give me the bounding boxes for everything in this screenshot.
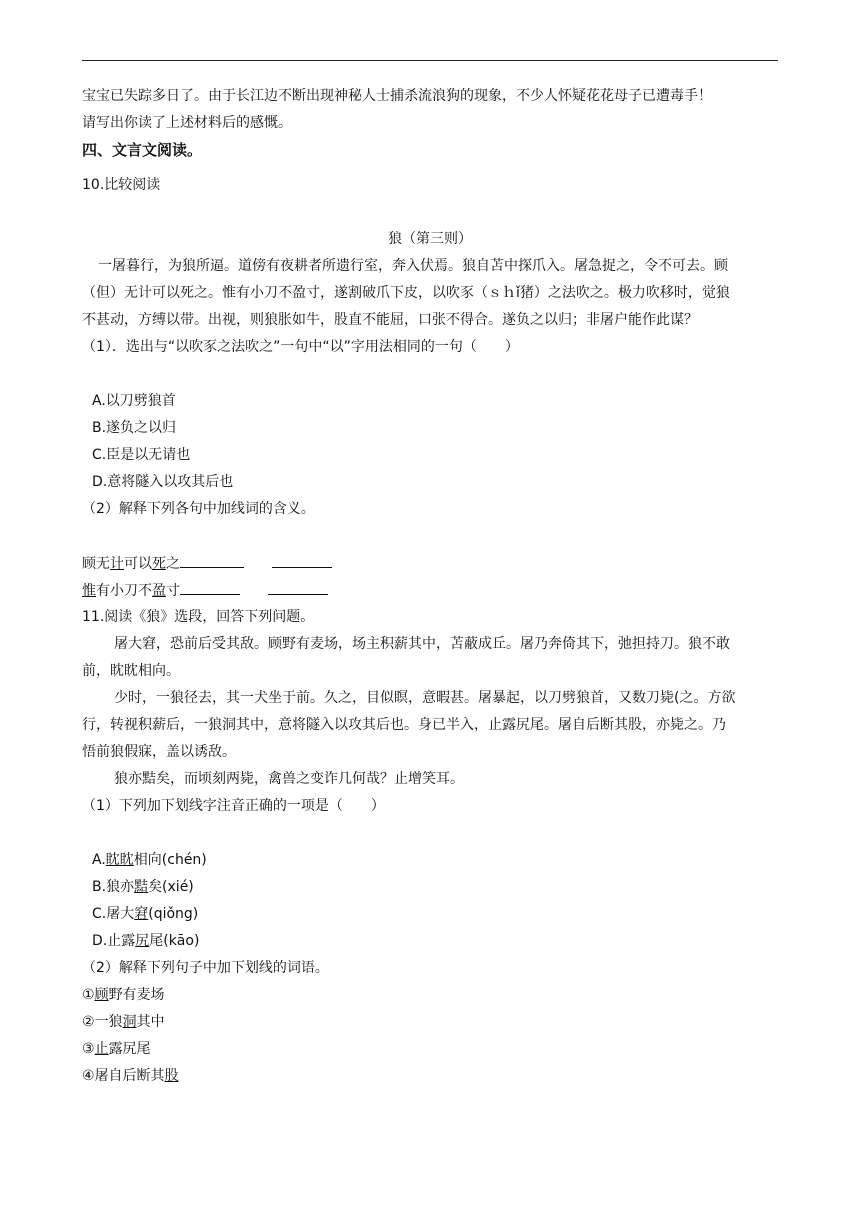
sentence-1: 顾无计可以死之 (82, 553, 332, 574)
underlined-word: 计 (110, 556, 124, 572)
question-10-title: 10.比较阅读 (82, 177, 161, 193)
question-11-title: 11.阅读《狼》选段，回答下列问题。 (82, 609, 315, 625)
paragraph-line: 宝宝已失踪多日了。由于长江边不断出现神秘人士捕杀流浪狗的现象，不少人怀疑花花母子已遭毒手！ (82, 88, 712, 104)
option-d: D.意将隧入以攻其后也 (92, 474, 234, 490)
passage-line: 悟前狼假寐，盖以诱敌。 (82, 744, 236, 760)
list-item: ①顾野有麦场 (82, 987, 165, 1003)
passage-line: 狼亦黠矣，而顷刻两毙，禽兽之变诈几何哉？止增笑耳。 (114, 771, 464, 787)
option-c: C.臣是以无请也 (92, 447, 191, 463)
option-b: B.遂负之以归 (92, 420, 177, 436)
question-10-2: （2）解释下列各句中加线词的含义。 (82, 501, 315, 517)
passage-title: 狼（第三则） (388, 231, 472, 247)
option-d: D.止露尻尾(kāo) (92, 933, 200, 949)
answer-blank[interactable] (180, 580, 240, 595)
passage-line: 行，转视积薪后，一狼洞其中，意将隧入以攻其后也。身已半入，止露尻尾。屠自后断其股，亦毙之。乃 (82, 717, 726, 733)
passage-line: 不甚动，方缚以带。出视，则狼胀如牛，股直不能屈，口张不得合。遂负之以归；非屠户能作此谋？ (82, 312, 698, 328)
question-11-2: （2）解释下列句子中加下划线的词语。 (82, 960, 329, 976)
passage-line: 一屠暮行，为狼所逼。道傍有夜耕者所遗行室，奔入伏焉。狼自苫中探爪入。屠急捉之，令不可去。顾 (98, 258, 728, 274)
underlined-word: 惟 (82, 583, 96, 599)
section-heading: 四、文言文阅读。 (82, 141, 203, 159)
header-rule (82, 60, 778, 61)
answer-blank[interactable] (180, 553, 244, 568)
question-11-1: （1）下列加下划线字注音正确的一项是（ ） (82, 798, 385, 814)
list-item: ④屠自后断其股 (82, 1068, 179, 1084)
passage-line: 前，眈眈相向。 (82, 663, 180, 679)
underlined-word: 死 (152, 556, 166, 572)
passage-line: （但）无计可以死之。惟有小刀不盈寸，遂割破爪下皮，以吹豕（ｓｈǐ猪）之法吹之。极力吹移时，觉狼 (82, 285, 730, 301)
sentence-2: 惟有小刀不盈寸 (82, 580, 328, 601)
list-item: ③止露尻尾 (82, 1041, 151, 1057)
option-a: A.以刀劈狼首 (92, 393, 176, 409)
question-10-1: （1）．选出与“以吹豕之法吹之”一句中“以”字用法相同的一句（ ） (82, 339, 519, 355)
option-a: A.眈眈相向(chén) (92, 852, 207, 868)
answer-blank[interactable] (268, 580, 328, 595)
underlined-word: 盈 (152, 583, 166, 599)
paragraph-line: 请写出你读了上述材料后的感慨。 (82, 115, 292, 131)
passage-line: 少时，一狼径去，其一犬坐于前。久之，目似瞑，意暇甚。屠暴起，以刀劈狼首，又数刀毙(之。方欲 (114, 690, 736, 706)
list-item: ②一狼洞其中 (82, 1014, 165, 1030)
passage-line: 屠大窘，恐前后受其敌。顾野有麦场，场主积薪其中，苫蔽成丘。屠乃奔倚其下，弛担持刀。狼不敢 (114, 636, 730, 652)
option-b: B.狼亦黠矣(xié) (92, 879, 194, 895)
option-c: C.屠大窘(qiǒng) (92, 906, 199, 922)
answer-blank[interactable] (272, 553, 332, 568)
